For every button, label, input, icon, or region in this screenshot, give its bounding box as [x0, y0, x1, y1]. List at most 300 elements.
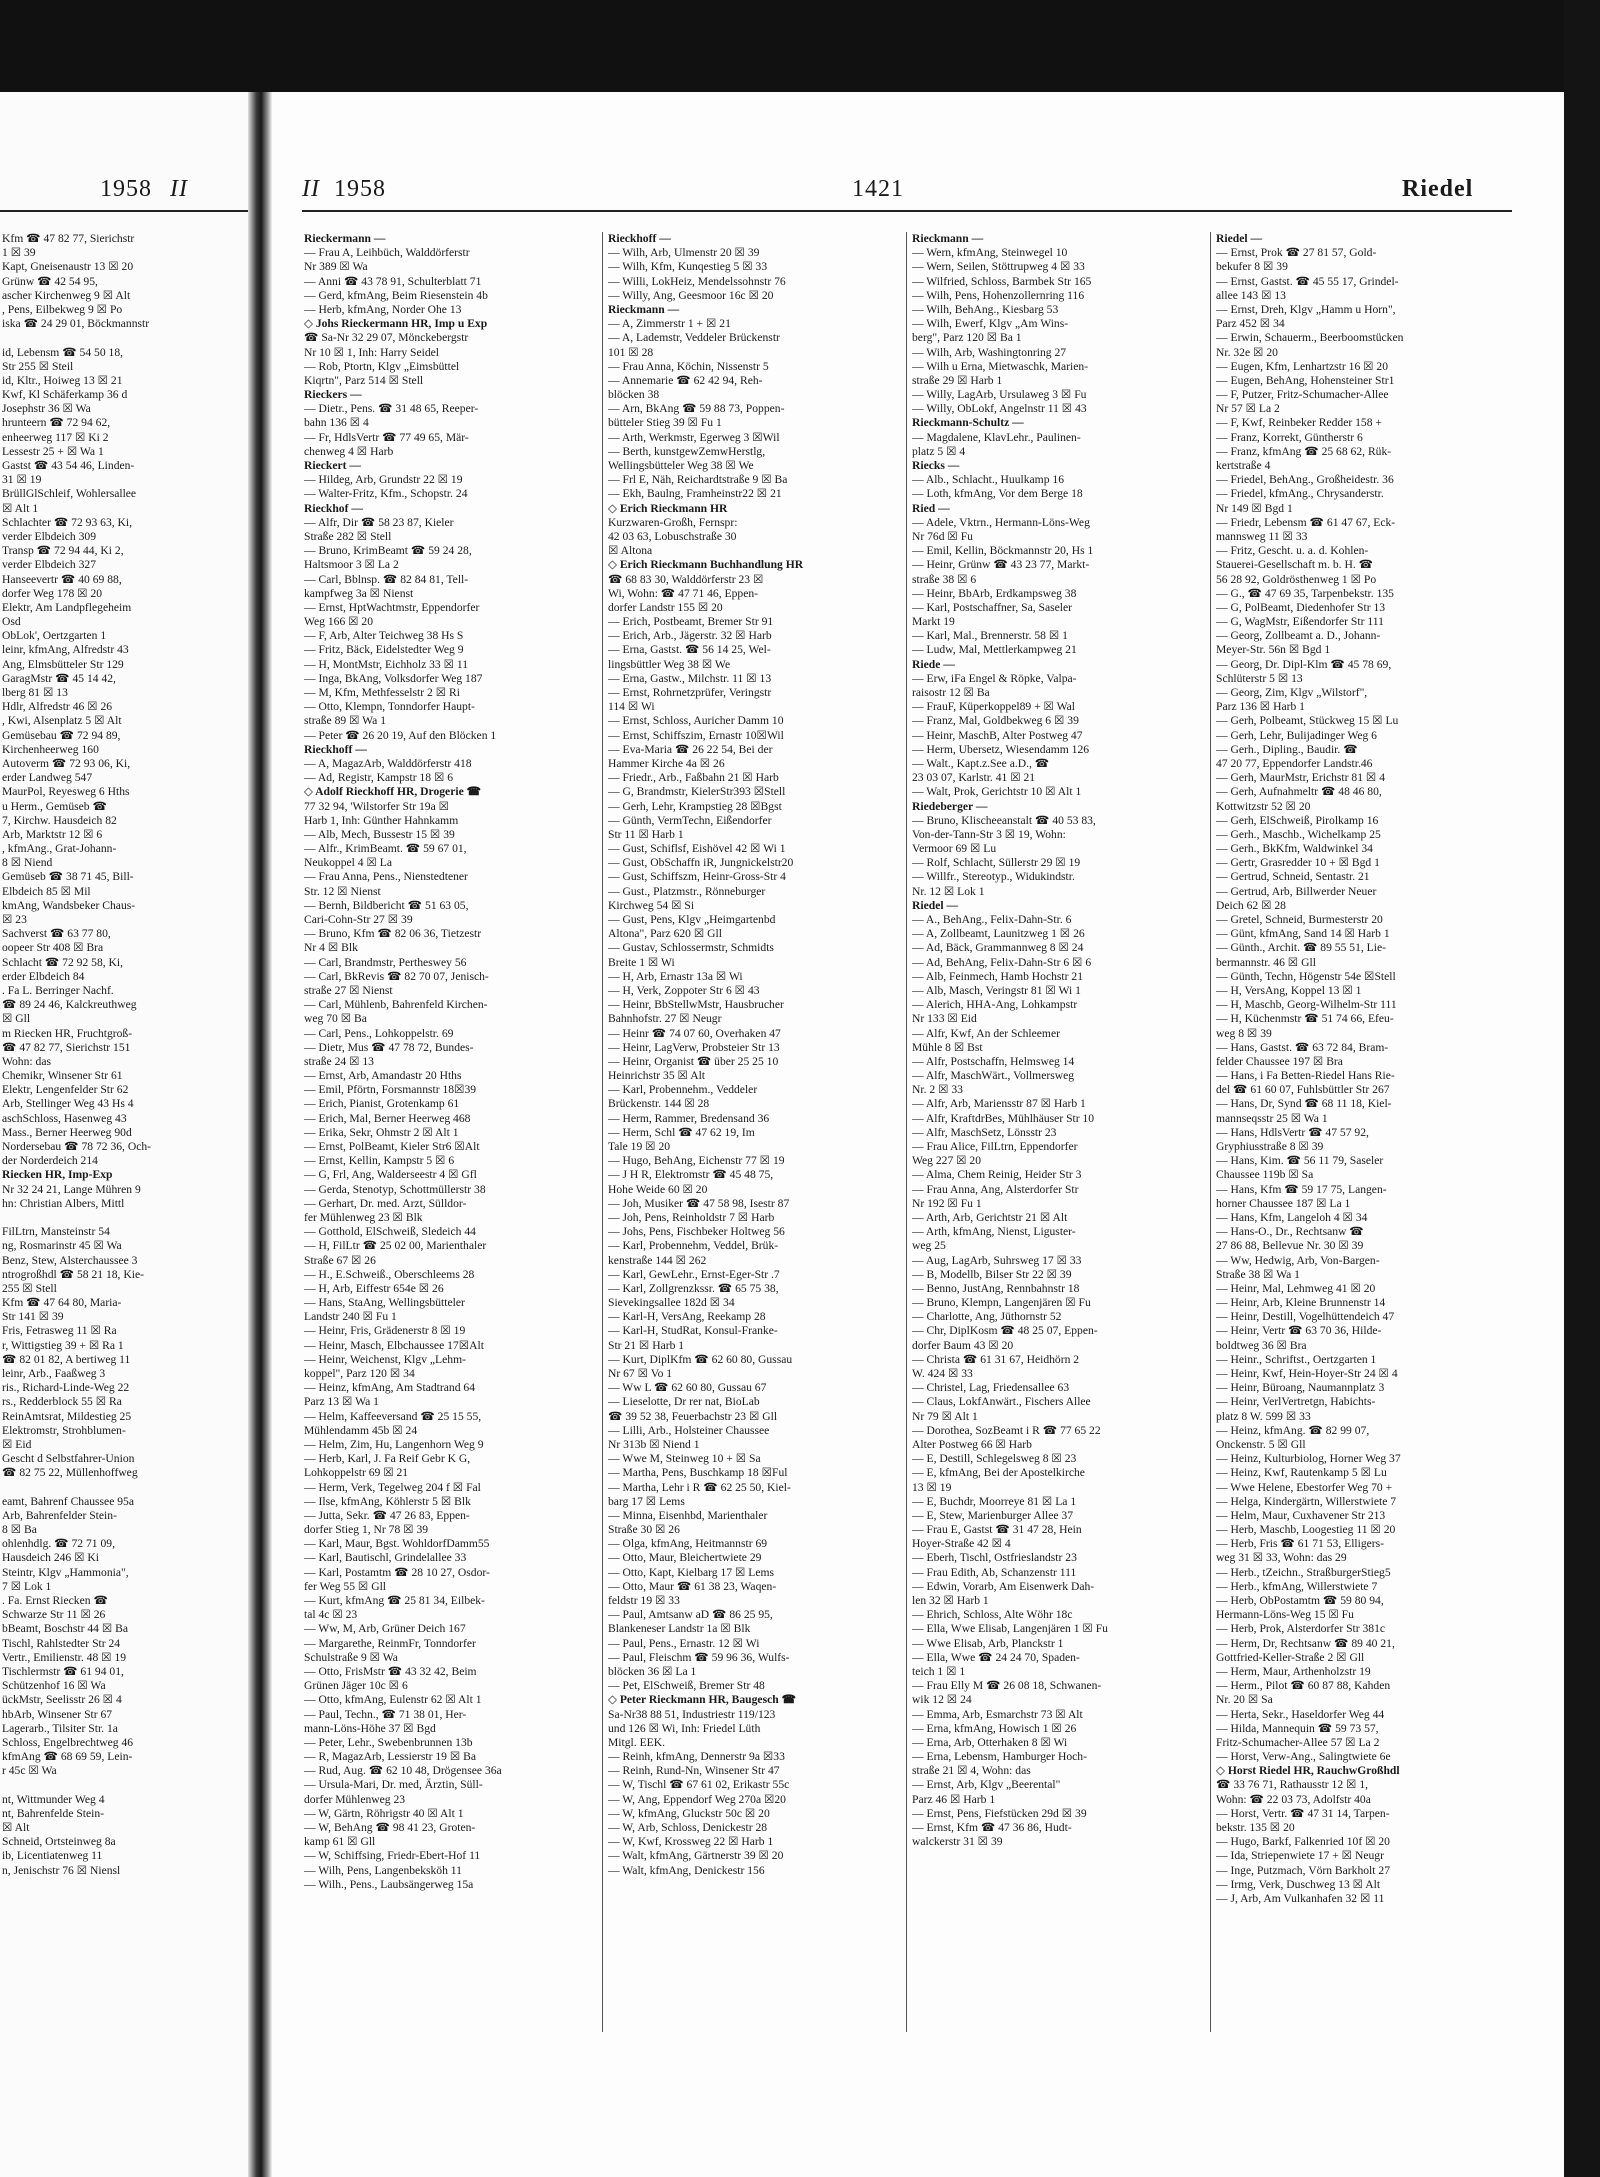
directory-entry-line: — Wern, kfmAng, Steinwegel 10 [912, 246, 1068, 260]
directory-entry-line: Nr 67 ☒ Vo 1 [608, 1367, 673, 1380]
directory-entry-line: — Gertr, Grasredder 10 + ☒ Bgd 1 [1216, 856, 1380, 870]
directory-entry-line: — Friedr., Arb., Faßbahn 21 ☒ Harb [608, 771, 779, 785]
directory-entry-line: — A, Zimmerstr 1 + ☒ 21 [608, 317, 731, 331]
directory-entry-line: — Georg, Zim, Klgv „Wilstorf", [1216, 686, 1368, 699]
directory-entry-line: — Kurt, DiplKfm ☎ 62 60 80, Gussau [608, 1352, 793, 1366]
directory-entry-line: — Adele, Vktrn., Hermann-Löns-Weg [912, 515, 1090, 529]
directory-entry-line: — Günth., Archit. ☎ 89 55 51, Lie- [1216, 941, 1386, 955]
directory-entry-line: — Wilfried, Schloss, Barmbek Str 165 [912, 274, 1092, 288]
directory-entry-line: Str 141 ☒ 39 [2, 1310, 64, 1324]
directory-entry-line: Bahnhofstr. 27 ☒ Neugr [608, 1012, 722, 1026]
directory-entry-line: — Heinr, Arb, Kleine Brunnenstr 14 [1216, 1296, 1386, 1310]
directory-entry-line: — G., ☎ 47 69 35, Tarpenbekstr. 135 [1216, 586, 1394, 600]
directory-entry-line: Autoverm ☎ 72 93 06, Ki, [2, 756, 131, 770]
directory-entry-line: — Helm, Kaffeeversand ☎ 25 15 55, [304, 1409, 482, 1423]
directory-entry-line: — Johs, Pens, Fischbeker Holtweg 56 [608, 1225, 785, 1239]
directory-entry-line: — Minna, Eisenhbd, Marienthaler [608, 1508, 768, 1522]
directory-entry-line: Parz 452 ☒ 34 [1216, 317, 1285, 331]
directory-entry-line: — Herm, Ubersetz, Wiesendamm 126 [912, 742, 1090, 756]
directory-entry-line: Steintr, Klgv „Hammonia", [2, 1565, 129, 1579]
directory-entry-line: — Franz, kfmAng ☎ 25 68 62, Rük- [1216, 444, 1392, 458]
directory-entry-line [2, 1481, 246, 1495]
directory-entry-line: — Herb, Prok, Alsterdorfer Str 381c [1216, 1622, 1386, 1636]
directory-entry-line: r, Wittigstieg 39 + ☒ Ra 1 [2, 1338, 124, 1352]
directory-entry-line: — Ludw, Mal, Mettlerkampweg 21 [912, 643, 1077, 657]
directory-entry-line: Blankeneser Landstr 1a ☒ Blk [608, 1622, 751, 1636]
left-page [0, 92, 248, 2177]
left-header-part: II [170, 176, 188, 202]
directory-entry-line: — Peter, Lehr., Swebenbrunnen 13b [304, 1735, 473, 1749]
directory-entry-line: — A, Lademstr, Veddeler Brückenstr [608, 331, 780, 345]
directory-entry-line: — F, Kwf, Reinbeker Redder 158 + [1216, 416, 1382, 430]
directory-entry-line: — W, Tischl ☎ 67 61 02, Erikastr 55c [608, 1778, 790, 1792]
directory-entry-line: straße 89 ☒ Wa 1 [304, 714, 387, 728]
directory-entry-line: — Arth, Werkmstr, Egerweg 3 ☒Wil [608, 430, 780, 444]
directory-entry-line: — Karl, Zollgrenzkssr. ☎ 65 75 38, [608, 1281, 779, 1295]
right-header-rule [302, 210, 1512, 212]
directory-entry-line: — Gotthold, ElSchweiß, Sledeich 44 [304, 1225, 476, 1239]
directory-entry-line: — Frau Anna, Pens., Nienstedtener [304, 870, 468, 884]
directory-entry-line: bütteler Stieg 39 ☒ Fu 1 [608, 416, 722, 430]
directory-entry-line: — Wilh, Arb, Ulmenstr 20 ☒ 39 [608, 246, 760, 260]
directory-entry-line: — Gerh, ElSchweiß, Pirolkamp 16 [1216, 813, 1379, 827]
directory-entry-line: — F, Putzer, Fritz-Schumacher-Allee [1216, 388, 1389, 402]
directory-entry-line: Brückenstr. 144 ☒ 28 [608, 1097, 710, 1111]
directory-entry-line: — Eberh, Tischl, Ostfrieslandstr 23 [912, 1551, 1077, 1565]
directory-entry-line: — Christel, Lag, Friedensallee 63 [912, 1381, 1070, 1395]
directory-entry-line: — Carl, Pens., Lohkoppelstr. 69 [304, 1026, 454, 1040]
directory-entry-line: — W, Gärtn, Röhrigstr 40 ☒ Alt 1 [304, 1806, 464, 1820]
directory-entry-line: — Carl, Bblnsp. ☎ 82 84 81, Tell- [304, 572, 469, 586]
directory-entry-line: — Gerda, Stenotyp, Schottmüllerstr 38 [304, 1182, 486, 1196]
directory-entry-line: kfmAng ☎ 68 69 59, Lein- [2, 1750, 133, 1764]
page-number: 1421 [852, 176, 904, 202]
directory-entry-line: Schlacht ☎ 72 92 58, Ki, [2, 955, 124, 969]
directory-entry-line: — Pet, ElSchweiß, Bremer Str 48 [608, 1679, 765, 1693]
directory-entry-line: — Magdalene, KlavLehr., Paulinen- [912, 430, 1081, 444]
directory-entry-line: — Gust, Schiffszm, Heinr-Gross-Str 4 [608, 870, 786, 884]
directory-entry-line: — H, Arb, Eiffestr 654e ☒ 26 [304, 1281, 444, 1295]
directory-entry-line: Elektromstr, Strohblumen- [2, 1423, 126, 1437]
directory-entry-line: blöcken 38 [608, 388, 660, 402]
directory-entry-line: Benz, Stew, Alsterchaussee 3 [2, 1253, 138, 1267]
directory-entry-line: — W, Ang, Eppendorf Weg 270a ☒20 [608, 1792, 786, 1806]
directory-entry-line: — Reinh, Rund-Nn, Winsener Str 47 [608, 1764, 780, 1778]
directory-entry-line: — Erna, Arb, Otterhaken 8 ☒ Wi [912, 1735, 1068, 1749]
directory-entry-line: — Eugen, Kfm, Lenhartzstr 16 ☒ 20 [1216, 359, 1389, 373]
directory-entry-line: — Paul, Amtsanw aD ☎ 86 25 95, [608, 1608, 773, 1622]
directory-entry-line: — Ww, Hedwig, Arb, Von-Bargen- [1216, 1253, 1380, 1267]
directory-entry-line: — Heinr ☎ 74 07 60, Overhaken 47 [608, 1026, 781, 1040]
directory-entry-line: — A, MagazArb, Walddörferstr 418 [304, 756, 472, 770]
directory-entry-line [2, 331, 246, 345]
directory-entry-line: und 126 ☒ Wi, Inh: Friedel Lüth [608, 1721, 761, 1735]
directory-entry-line: — Gerd, kfmAng, Beim Riesenstein 4b [304, 288, 488, 302]
directory-entry-line: ◇ Horst Riedel HR, RauchwGroßhdl [1216, 1764, 1400, 1778]
directory-entry-line: — Gerh., Dipling., Baudir. ☎ [1216, 742, 1358, 756]
directory-entry-line: 77 32 94, 'Wilstorfer Str 19a ☒ [304, 799, 450, 813]
directory-entry-line: — Wwe M, Steinweg 10 + ☒ Sa [608, 1452, 761, 1466]
directory-entry-line: — Erika, Sekr, Ohmstr 2 ☒ Alt 1 [304, 1125, 459, 1139]
directory-entry-line: — Paul, Pens., Ernastr. 12 ☒ Wi [608, 1636, 760, 1650]
directory-entry-line: — Frau Anna, Ang, Alsterdorfer Str [912, 1182, 1079, 1196]
directory-entry-line: — Ad, BehAng, Felix-Dahn-Str 6 ☒ 6 [912, 955, 1092, 969]
directory-entry-line: — Aug, LagArb, Suhrsweg 17 ☒ 33 [912, 1253, 1082, 1267]
directory-entry-line: — H, Maschb, Georg-Wilhelm-Str 111 [1216, 998, 1397, 1012]
directory-entry-line: Mitgl. EEK. [608, 1735, 666, 1749]
directory-entry-line: — Heinr, Grünw ☎ 43 23 77, Markt- [912, 558, 1090, 572]
directory-entry-line [2, 1211, 246, 1225]
directory-entry-line: — Willy, LagArb, Ursulaweg 3 ☒ Fu [912, 388, 1087, 402]
directory-entry-line: Chaussee 119b ☒ Sa [1216, 1168, 1314, 1182]
directory-entry-line: fer Weg 55 ☒ Gll [304, 1579, 387, 1593]
directory-entry-line: — Frau Elly M ☎ 26 08 18, Schwanen- [912, 1679, 1102, 1693]
directory-entry-line: Chemikr, Winsener Str 61 [2, 1069, 123, 1083]
directory-entry-line: — Frl E, Näh, Reichardtstraße 9 ☒ Ba [608, 473, 788, 487]
directory-entry-line: 8 ☒ Niend [2, 856, 53, 870]
directory-entry-line: — Alma, Chem Reinig, Heider Str 3 [912, 1168, 1082, 1182]
directory-entry-line: Lessestr 25 + ☒ Wa 1 [2, 444, 104, 458]
directory-entry-line: ng, Rosmarinstr 45 ☒ Wa [2, 1239, 122, 1253]
directory-entry-line: ☒ 23 [2, 913, 27, 926]
directory-entry-line: — FrauF, Küperkoppel89 + ☒ Wal [912, 700, 1075, 714]
directory-entry-line: — Heinr., Schriftst., Oertzgarten 1 [1216, 1352, 1377, 1366]
directory-entry-line: — Heinr, LagVerw, Probsteier Str 13 [608, 1040, 780, 1054]
directory-entry-line: — Ekh, Baulng, Framheinstr22 ☒ 21 [608, 487, 782, 501]
directory-entry-line: — Herm, Dr, Rechtsanw ☎ 89 40 21, [1216, 1636, 1395, 1650]
directory-entry-line: Nr 133 ☒ Eid [912, 1012, 977, 1026]
directory-entry-line: aschSchloss, Hasenweg 43 [2, 1111, 127, 1125]
directory-entry-line: — Inga, BkAng, Volksdorfer Weg 187 [304, 671, 483, 685]
directory-entry-line: platz 8 W. 599 ☒ 33 [1216, 1409, 1311, 1423]
directory-entry-line: — Eugen, BehAng, Hohensteiner Str1 [1216, 373, 1395, 387]
directory-entry-line: — Rud, Aug. ☎ 62 10 48, Drögensee 36a [304, 1764, 502, 1778]
directory-entry-line: horner Chaussee 187 ☒ La 1 [1216, 1196, 1351, 1210]
directory-entry-line: lberg 81 ☒ 13 [2, 686, 68, 699]
directory-entry-line: — Willi, LokHeiz, Mendelssohnstr 76 [608, 274, 786, 288]
directory-entry-line: weg 8 ☒ 39 [1216, 1026, 1272, 1040]
directory-entry-line: Ried — [912, 501, 950, 515]
directory-entry-line: Nordersebau ☎ 78 72 36, Och- [2, 1140, 152, 1153]
directory-entry-line: — Heinr, Organist ☎ über 25 25 10 [608, 1054, 779, 1068]
column-divider [906, 232, 907, 2032]
directory-entry-line: — Friedel, kfmAng., Chrysanderstr. [1216, 487, 1384, 501]
directory-entry-line: Cari-Cohn-Str 27 ☒ 39 [304, 913, 413, 926]
right-header-part: II [302, 176, 320, 202]
directory-entry-line: — Benno, JustAng, Rennbahnstr 18 [912, 1281, 1080, 1295]
directory-entry-line: — Erwin, Schauerm., Beerboomstücken [1216, 331, 1404, 345]
directory-entry-line: Nr 57 ☒ La 2 [1216, 402, 1280, 416]
directory-entry-line: — Walt, Prok, Gerichtstr 10 ☒ Alt 1 [912, 785, 1082, 799]
directory-entry-line: Gastst ☎ 43 54 46, Linden- [2, 459, 135, 472]
directory-entry-line: mannseqsstr 25 ☒ Wa 1 [1216, 1111, 1328, 1125]
directory-entry-line: Nr 79 ☒ Alt 1 [912, 1409, 978, 1423]
directory-entry-line: — Annemarie ☎ 62 42 94, Reh- [608, 373, 763, 387]
directory-entry-line: Nr 10 ☒ 1, Inh: Harry Seidel [304, 345, 439, 359]
directory-entry-line: — Olga, kfmAng, Heitmannstr 69 [608, 1537, 768, 1551]
directory-entry-line: — Joh, Pens, Reinholdstr 7 ☒ Harb [608, 1210, 775, 1224]
directory-entry-line: Gescht d Selbstfahrer-Union [2, 1452, 135, 1466]
directory-entry-line: ückMstr, Seelisstr 26 ☒ 4 [2, 1693, 122, 1707]
directory-entry-line: — Frau A, Leihbüch, Walddörferstr [304, 246, 470, 260]
directory-entry-line: m Riecken HR, Fruchtgroß- [2, 1026, 133, 1040]
directory-entry-line: — Ernst, Prok ☎ 27 81 57, Gold- [1216, 246, 1377, 260]
directory-entry-line: Hoyer-Straße 42 ☒ 4 [912, 1537, 1011, 1551]
directory-entry-line: leinr, kfmAng, Alfredstr 43 [2, 643, 129, 657]
directory-entry-line: — H, FilLtr ☎ 25 02 00, Marienthaler [304, 1239, 487, 1253]
directory-entry-line: bBeamt, Boschstr 44 ☒ Ba [2, 1622, 128, 1636]
directory-entry-line: — Heinr, Destill, Vogelhüttendeich 47 [1216, 1310, 1395, 1324]
directory-entry-line: — Herb., tZeichn., StraßburgerStieg5 [1216, 1565, 1391, 1579]
directory-entry-line: — Karl, Postamtm ☎ 28 10 27, Osdor- [304, 1565, 490, 1579]
directory-entry-line: dorfer Stieg 1, Nr 78 ☒ 39 [304, 1523, 429, 1537]
directory-entry-line: Nr 32 24 21, Lange Mühren 9 [2, 1182, 141, 1196]
directory-entry-line: ☎ 68 83 30, Walddörferstr 23 ☒ [608, 572, 764, 586]
directory-entry-line: — J H R, Elektromstr ☎ 45 48 75, [608, 1168, 774, 1182]
column-divider [1210, 232, 1211, 2032]
directory-entry-line: Gryphiusstraße 8 ☒ 39 [1216, 1140, 1324, 1153]
directory-entry-line: — Dietr, Mus ☎ 47 78 72, Bundes- [304, 1040, 474, 1054]
directory-entry-line: Schwarze Str 11 ☒ 26 [2, 1608, 106, 1622]
directory-entry-line: Breite 1 ☒ Wi [608, 955, 675, 969]
directory-entry-line: lingsbüttler Weg 38 ☒ We [608, 657, 731, 671]
directory-entry-line: — Eva-Maria ☎ 26 22 54, Bei der [608, 742, 773, 756]
directory-entry-line: — G, PolBeamt, Diedenhofer Str 13 [1216, 600, 1386, 614]
directory-entry-line: — Bruno, Kfm ☎ 82 06 36, Tietzestr [304, 927, 482, 941]
directory-entry-line: — Herb, ObPostamtm ☎ 59 80 94, [1216, 1594, 1384, 1607]
directory-entry-line: ☎ 33 76 71, Rathausstr 12 ☒ 1, [1216, 1778, 1369, 1792]
directory-entry-line: dorfer Weg 178 ☒ 20 [2, 586, 103, 600]
directory-entry-line: ◇ Peter Rieckmann HR, Baugesch ☎ [608, 1693, 797, 1707]
directory-entry-line: Mühlendamm 45b ☒ 24 [304, 1423, 418, 1437]
directory-entry-line: Hammer Kirche 4a ☒ 26 [608, 756, 725, 770]
directory-entry-line: Kurzwaren-Großh, Fernspr: [608, 515, 738, 529]
directory-entry-line: Wellingsbütteler Weg 38 ☒ We [608, 459, 754, 472]
directory-entry-line: — Heinz, kfmAng, Am Stadtrand 64 [304, 1381, 475, 1395]
directory-entry-line: ☎ 39 52 38, Feuerbachstr 23 ☒ Gll [608, 1409, 778, 1423]
directory-entry-line: — Karl, Probennehm, Veddel, Brük- [608, 1239, 779, 1253]
directory-entry-line: Kirchweg 54 ☒ Si [608, 898, 695, 912]
directory-entry-line: 7 ☒ Lok 1 [2, 1579, 52, 1593]
directory-entry-line: — Heinr, BbArb, Erdkampsweg 38 [912, 586, 1077, 600]
directory-entry-line: — Friedr, Lebensm ☎ 61 47 67, Eck- [1216, 515, 1396, 529]
directory-entry-line: ☎ 47 82 77, Sierichstr 151 [2, 1040, 131, 1054]
directory-entry-line: — Ursula-Mari, Dr. med, Ärztin, Süll- [304, 1778, 483, 1792]
directory-entry-line: ☒ Altona [608, 544, 653, 558]
directory-entry-line: ☒ Gll [2, 1012, 31, 1026]
directory-entry-line: — Gust, ObSchaffn iR, Jungnickelstr20 [608, 856, 794, 870]
directory-entry-line: Grünw ☎ 42 54 95, [2, 274, 98, 288]
directory-entry-line: Riecken HR, Imp-Exp [2, 1168, 113, 1182]
directory-entry-line: — Frau E, Gastst ☎ 31 47 28, Hein [912, 1523, 1082, 1537]
directory-entry-line: — Erich, Mal, Berner Heerweg 468 [304, 1111, 471, 1125]
directory-entry-line: — Herm, Schl ☎ 47 62 19, Im [608, 1125, 755, 1139]
directory-entry-line: — Alfr, MaschSetz, Lönsstr 23 [912, 1125, 1057, 1139]
directory-entry-line: Schloss, Engelbrechtweg 46 [2, 1735, 134, 1749]
directory-entry-line: — Ernst, Rohrnetzprüfer, Veringstr [608, 686, 772, 699]
directory-entry-line: — W, Schiffsing, Friedr-Ebert-Hof 11 [304, 1849, 481, 1863]
directory-entry-line: straße 38 ☒ 6 [912, 572, 977, 586]
directory-entry-line: — Heinr, Mal, Lehmweg 41 ☒ 20 [1216, 1281, 1376, 1295]
directory-entry-line: GaragMstr ☎ 45 14 42, [2, 671, 116, 685]
directory-entry-line: — M, Kfm, Methfesselstr 2 ☒ Ri [304, 686, 460, 699]
column-3 [912, 232, 1206, 1849]
directory-entry-line: — Ella, Wwe Elisab, Langenjären 1 ☒ Fu [912, 1622, 1108, 1636]
directory-entry-line: — Joh, Musiker ☎ 47 58 98, Isestr 87 [608, 1196, 790, 1210]
directory-entry-line: verder Elbdeich 327 [2, 558, 97, 572]
directory-entry-line: — Alfr, Postschaffn, Helmsweg 14 [912, 1054, 1075, 1068]
directory-entry-line: — Alb, Mech, Bussestr 15 ☒ 39 [304, 827, 455, 841]
directory-entry-line: — H, Verk, Zoppoter Str 6 ☒ 43 [608, 983, 760, 997]
directory-entry-line: Hermann-Löns-Weg 15 ☒ Fu [1216, 1608, 1354, 1622]
directory-entry-line: — Otto, Klempn, Tonndorfer Haupt- [304, 700, 475, 714]
directory-entry-line: — Karl-H, VersAng, Reekamp 28 [608, 1310, 766, 1324]
directory-entry-line: — Herb, Maschb, Loogestieg 11 ☒ 20 [1216, 1523, 1396, 1537]
directory-entry-line: bekufer 8 ☒ 39 [1216, 260, 1288, 274]
directory-entry-line: — Heinr, Weichenst, Klgv „Lehm- [304, 1352, 466, 1366]
directory-entry-line: — Gerh, Polbeamt, Stückweg 15 ☒ Lu [1216, 714, 1399, 728]
directory-entry-line: ◇ Johs Rieckermann HR, Imp u Exp [304, 317, 488, 331]
directory-entry-line: — Wilh, Ewerf, Klgv „Am Wins- [912, 317, 1069, 331]
book-gutter [248, 92, 272, 2177]
directory-entry-line: Hohe Weide 60 ☒ 20 [608, 1182, 708, 1196]
directory-entry-line: — Rolf, Schlacht, Süllerstr 29 ☒ 19 [912, 856, 1081, 870]
directory-entry-line: — Dorothea, SozBeamt i R ☎ 77 65 22 [912, 1423, 1101, 1437]
directory-entry-line: — Karl, Postschaffner, Sa, Saseler [912, 600, 1072, 614]
directory-entry-line: — Alfr, Dir ☎ 58 23 87, Kieler [304, 515, 454, 529]
directory-entry-line: — Herm, Rammer, Bredensand 36 [608, 1111, 770, 1125]
directory-entry-line: Kfm ☎ 47 82 77, Sierichstr [2, 232, 135, 245]
directory-entry-line: Fris, Fetrasweg 11 ☒ Ra [2, 1324, 117, 1338]
directory-entry-line: — Ernst, Arb, Klgv „Beerental" [912, 1778, 1061, 1792]
directory-entry-line: — Bruno, Klempn, Langenjären ☒ Fu [912, 1296, 1091, 1310]
directory-entry-line: — Irmg, Verk, Duschweg 13 ☒ Alt [1216, 1877, 1381, 1891]
directory-entry-line: 1 ☒ 39 [2, 246, 36, 260]
directory-entry-line: dorfer Mühlenweg 23 [304, 1792, 406, 1806]
directory-entry-line: tal 4c ☒ 23 [304, 1608, 358, 1622]
directory-entry-line: ☎ 89 24 46, Kalckreuthweg [2, 998, 137, 1012]
directory-entry-line: bermannstr. 46 ☒ Gll [1216, 955, 1316, 969]
directory-entry-line: Nr 313b ☒ Niend 1 [608, 1437, 700, 1451]
directory-entry-line: — Alfr, MaschWärt., Vollmersweg [912, 1069, 1075, 1083]
directory-entry-line: — Ernst, Dreh, Klgv „Hamm u Horn", [1216, 302, 1396, 316]
directory-entry-line: — Lilli, Arb., Holsteiner Chaussee [608, 1423, 770, 1437]
directory-entry-line: — Kurt, kfmAng ☎ 25 81 34, Eilbek- [304, 1594, 485, 1607]
directory-entry-line: — H, MontMstr, Eichholz 33 ☒ 11 [304, 657, 469, 671]
directory-entry-line: weg 25 [912, 1239, 946, 1253]
directory-entry-line: — Gretel, Schneid, Burmesterstr 20 [1216, 913, 1383, 926]
directory-entry-line: — Gustav, Schlossermstr, Schmidts [608, 941, 774, 955]
directory-entry-line: Weg 227 ☒ 20 [912, 1154, 982, 1168]
directory-entry-line: — Heinz, kfmAng. ☎ 82 99 07, [1216, 1423, 1370, 1437]
directory-entry-line: — Hugo, BehAng, Eichenstr 77 ☒ 19 [608, 1154, 785, 1168]
directory-entry-line: 47 20 77, Eppendorfer Landstr.46 [1216, 756, 1373, 770]
directory-entry-line: — Günth, Techn, Högenstr 54e ☒Stell [1216, 969, 1396, 983]
directory-entry-line: Rieckhoff — [608, 232, 671, 245]
directory-entry-line: — Ernst, Arb, Amandastr 20 Hths [304, 1069, 462, 1083]
directory-entry-line: 42 03 63, Lobuschstraße 30 [608, 529, 737, 543]
directory-entry-line: Tale 19 ☒ 20 [608, 1140, 671, 1153]
directory-entry-line: — Otto, Maur ☎ 61 38 23, Waqen- [608, 1579, 777, 1593]
directory-entry-line: — Franz, Korrekt, Güntherstr 6 [1216, 430, 1363, 444]
directory-entry-line: — Erich, Pianist, Grotenkamp 61 [304, 1097, 460, 1111]
directory-entry-line: Schützenhof 16 ☒ Wa [2, 1679, 106, 1693]
directory-entry-line: Rieckmann — [912, 232, 984, 245]
directory-entry-line: — Otto, FrisMstr ☎ 43 32 42, Beim [304, 1664, 477, 1678]
directory-entry-line: — G, Frl, Ang, Walderseestr 4 ☒ Gfl [304, 1168, 477, 1182]
directory-entry-line: — J, Arb, Am Vulkanhafen 32 ☒ 11 [1216, 1891, 1385, 1905]
directory-entry-line: — Ww, M, Arb, Grüner Deich 167 [304, 1622, 466, 1636]
directory-entry-line: Kfm ☎ 47 64 80, Maria- [2, 1296, 122, 1310]
directory-entry-line: — Hilda, Mannequin ☎ 59 73 57, [1216, 1721, 1379, 1735]
directory-entry-line: — Walt., Kapt.z.See a.D., ☎ [912, 756, 1050, 770]
directory-entry-line: — H., E.Schweiß., Oberschleems 28 [304, 1267, 475, 1281]
directory-entry-line: Str 255 ☒ Steil [2, 359, 74, 373]
directory-entry-line: — Gerh, Lehr, Krampstieg 28 ☒Bgst [608, 799, 782, 813]
directory-entry-line: Meyer-Str. 56n ☒ Bgd 1 [1216, 643, 1331, 657]
right-page [272, 92, 1564, 2177]
directory-entry-line: ☎ 82 01 82, A bertiweg 11 [2, 1352, 131, 1366]
directory-entry-line: — Reinh, kfmAng, Dennerstr 9a ☒33 [608, 1750, 785, 1764]
directory-entry-line: — Gertrud, Schneid, Sentastr. 21 [1216, 870, 1370, 884]
left-header-rule [0, 210, 248, 212]
directory-entry-line: Heinrichstr 35 ☒ Alt [608, 1069, 706, 1083]
directory-entry-line: — H, Arb, Ernastr 13a ☒ Wi [608, 969, 743, 983]
directory-entry-line: — Herm, Maur, Arthenholzstr 19 [1216, 1664, 1371, 1678]
directory-entry-line: — Wilh, Arb, Washingtonring 27 [912, 345, 1067, 359]
directory-entry-line: — W, kfmAng, Gluckstr 50c ☒ 20 [608, 1806, 770, 1820]
directory-entry-line: Rieckers — [304, 388, 362, 402]
directory-entry-line: — Ernst, Kfm ☎ 47 36 86, Hudt- [912, 1821, 1072, 1834]
directory-entry-line: — Martha, Pens, Buschkamp 18 ☒Ful [608, 1466, 788, 1480]
directory-entry-line: — Paul, Fleischm ☎ 59 96 36, Wulfs- [608, 1650, 790, 1664]
directory-entry-line: — Heinz, Kwf, Rautenkamp 5 ☒ Lu [1216, 1466, 1387, 1480]
directory-entry-line: ☎ 82 75 22, Müllenhoffweg [2, 1466, 138, 1480]
directory-entry-line: — Erna, kfmAng, Howisch 1 ☒ 26 [912, 1721, 1077, 1735]
directory-entry-line: wik 12 ☒ 24 [912, 1693, 972, 1707]
directory-entry-line: verder Elbdeich 309 [2, 529, 97, 543]
directory-entry-line: — Ilse, kfmAng, Köhlerstr 5 ☒ Blk [304, 1494, 471, 1508]
column-1 [304, 232, 598, 1892]
directory-entry-line: — F, Arb, Alter Teichweg 38 Hs S [304, 629, 464, 643]
directory-entry-line: — Alerich, HHA-Ang, Lohkampstr [912, 998, 1078, 1012]
directory-entry-line: ReinAmtsrat, Mildestieg 25 [2, 1409, 132, 1423]
directory-entry-line: straße 21 ☒ 4, Wohn: das [912, 1764, 1031, 1778]
directory-entry-line: Elektr, Lengenfelder Str 62 [2, 1083, 129, 1097]
directory-entry-line: — Georg, Dr. Dipl-Klm ☎ 45 78 69, [1216, 657, 1392, 671]
column-2 [608, 232, 902, 1878]
directory-entry-line: Nr. 2 ☒ 33 [912, 1083, 963, 1097]
directory-entry-line: fer Mühlenweg 23 ☒ Blk [304, 1210, 423, 1224]
directory-entry-line: — Wilh., Pens., Laubsängerweg 15a [304, 1877, 474, 1891]
directory-entry-line: Nr 192 ☒ Fu 1 [912, 1196, 982, 1210]
directory-entry-line: Kiqrtn", Parz 514 ☒ Stell [304, 373, 424, 387]
column-4 [1216, 232, 1512, 1906]
directory-entry-line: — Franz, Mal, Goldbekweg 6 ☒ 39 [912, 714, 1079, 728]
directory-entry-line: Schlüterstr 5 ☒ 13 [1216, 671, 1303, 685]
directory-entry-line: — Frau Alice, FilLtrn, Eppendorfer [912, 1140, 1078, 1153]
directory-entry-line: — Arth, kfmAng, Nienst, Liguster- [912, 1225, 1076, 1239]
directory-entry-line: Fritz-Schumacher-Allee 57 ☒ La 2 [1216, 1735, 1380, 1749]
directory-entry-line: — H, VersAng, Koppel 13 ☒ 1 [1216, 983, 1362, 997]
directory-entry-line: 13 ☒ 19 [912, 1480, 952, 1494]
directory-entry-line: Osd [2, 615, 21, 629]
directory-entry-line: Onckenstr. 5 ☒ Gll [1216, 1437, 1306, 1451]
directory-entry-line: ☒ Eid [2, 1437, 32, 1451]
directory-entry-line: Deich 62 ☒ 28 [1216, 898, 1286, 912]
directory-entry-line: — Edwin, Vorarb, Am Eisenwerk Dah- [912, 1579, 1095, 1593]
directory-entry-line: Rieckhoff — [304, 742, 367, 756]
